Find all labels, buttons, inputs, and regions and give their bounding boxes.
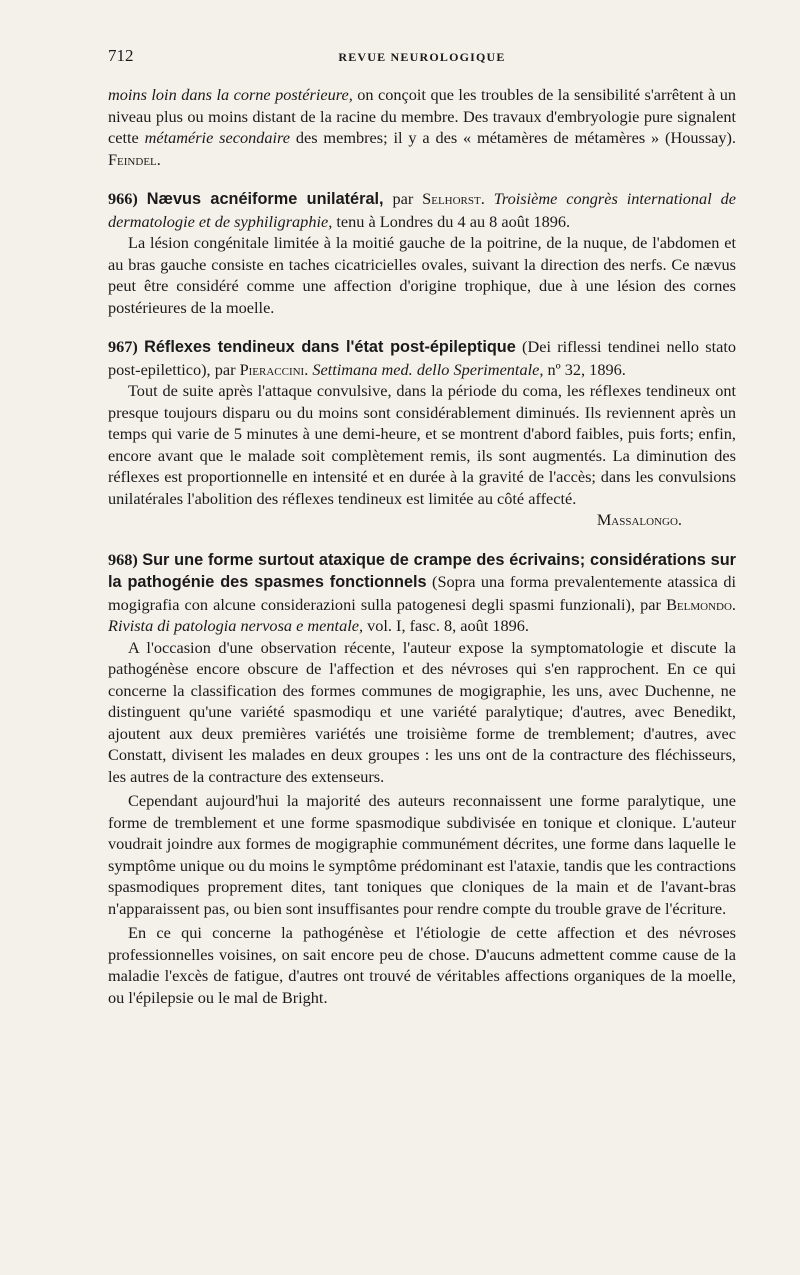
article-number: 966) — [108, 189, 138, 208]
article-number: 967) — [108, 337, 138, 356]
article-ref-pre: (Dei riflessi tendinei nello stato post-epilettico), par — [108, 337, 736, 379]
intro-text-2: des membres; il y a des « métamères de métamères » (Houssay). — [290, 128, 737, 147]
intro-lead-italic: moins loin dans la corne postérieure, — [108, 85, 353, 104]
page-number: 712 — [108, 46, 134, 65]
page-header — [108, 44, 736, 72]
intro-text-1: on conçoit que les troubles de la sensibilité s'arrêtent à un niveau plus ou moins distant de la racine du membre. Des travaux d'embryologie pure signalent cette — [108, 85, 736, 147]
article-ref-pre: (Sopra una forma prevalentemente atassica di mogigrafia con alcune considerazioni sulla patogenesi degli spasmi funzionali), par — [108, 572, 736, 614]
running-title: REVUE NEUROLOGIQUE — [338, 50, 506, 64]
article-ref-post: nº 32, 1896. — [543, 359, 626, 379]
article-title: Réflexes tendineux dans l'état post-épileptique — [144, 338, 516, 356]
article-heading — [108, 188, 736, 232]
article-ref-italic: Rivista di patologia nervosa e mentale, — [108, 616, 364, 635]
article-ref-italic: Troisième congrès international de dermatologie et de syphiligraphie, — [108, 189, 736, 231]
article-966 — [108, 188, 736, 318]
intro-signature: Feindel. — [108, 149, 161, 169]
article-paragraph: Tout de suite après l'attaque convulsive, dans la période du coma, les réflexes tendineux ont presque toujours disparu ou du moins sont considérablement diminués. Ils reviennent après un temps qui varie de 5 minutes à une demi-heure, et se montrent d'abord faibles, puis forts; enfin, encore avant que le malade soit complètement remis, ils sont augmentés. La diminution des réflexes est proportionnelle en intensité et en durée à la gravité de l'accès; dans les convulsions unilatérales l'abolition des réflexes tendineux est limitée au côté affecté. — [108, 381, 736, 508]
article-author: Pieraccini. — [239, 359, 309, 379]
article-ref-italic: Settimana med. dello Sperimentale, — [308, 359, 544, 379]
intro-italic: métamérie secondaire — [144, 128, 291, 147]
article-author: Belmondo. — [666, 594, 736, 614]
article-heading — [108, 336, 736, 380]
article-paragraph: Cependant aujourd'hui la majorité des auteurs reconnaissent une forme paralytique, une forme de tremblement et une forme spasmodique subdivisée en tonique et clonique. L'auteur voudrait joindre aux formes de mogigraphie communément décrites, une forme dans laquelle le symptôme unique ou du moins le symptôme prédominant est l'ataxie, tandis que les contractions spasmodiques proprement dites, tant toniques que cloniques de la main et de l'avant-bras n'apparaissent pas, ou bien sont insuffisantes pour rendre compte du trouble grave de l'écriture. — [108, 791, 736, 918]
article-ref-post: tenu à Londres du 4 au 8 août 1896. — [332, 211, 571, 231]
article-signature: Massalongo. — [596, 510, 682, 529]
article-967 — [108, 336, 736, 531]
article-number: 968) — [108, 549, 138, 569]
intro-paragraph — [108, 84, 736, 170]
article-paragraph: En ce qui concerne la pathogénèse et l'étiologie de cette affection et des névroses professionnelles voisines, on sait encore peu de chose. D'aucuns admettent comme cause de la maladie l'excès de fatigue, d'autres ont trouvé de véritables affections organiques de la moelle, ou l'épilepsie ou le mal de Bright. — [108, 923, 736, 1007]
article-signature-line — [108, 509, 736, 531]
article-heading — [108, 549, 736, 637]
page-body — [108, 84, 736, 1008]
article-title: Sur une forme surtout ataxique de crampe des écrivains; considérations sur la pathogénie des spasmes fonctionnels — [108, 550, 736, 591]
article-ref-post: vol. I, fasc. 8, août 1896. — [363, 616, 529, 635]
article-968 — [108, 549, 736, 1009]
article-paragraph: La lésion congénitale limitée à la moitié gauche de la poitrine, de la nuque, de l'abdomen et au bras gauche consiste en taches cicatricielles ovales, suivant la direction des nerfs. Ce nævus peut être considéré comme une affection d'origine trophique, due à une lésion des cornes postérieures de la moelle. — [108, 233, 736, 317]
article-paragraph: A l'occasion d'une observation récente, l'auteur expose la symptomatologie et discute la pathogénèse encore obscure de l'affection et des névroses qui s'en rapprochent. En ce qui concerne la classification des formes communes de mogigraphie, les uns, avec Duchenne, ne distinguent qu'une variété spasmodiqu et une variété paralytique; d'autres, avec Benedikt, ajoutent aux deux premières variétés une troisième forme de tremblement; d'autres, avec Constatt, divisent les malades en deux groupes : les uns ont de la contracture des fléchisseurs, les autres de la contracture des extenseurs. — [108, 637, 736, 786]
article-ref-pre: par — [383, 189, 423, 208]
article-title: Nævus acnéiforme unilatéral, — [146, 190, 384, 208]
article-author: Selhorst. — [422, 189, 485, 208]
